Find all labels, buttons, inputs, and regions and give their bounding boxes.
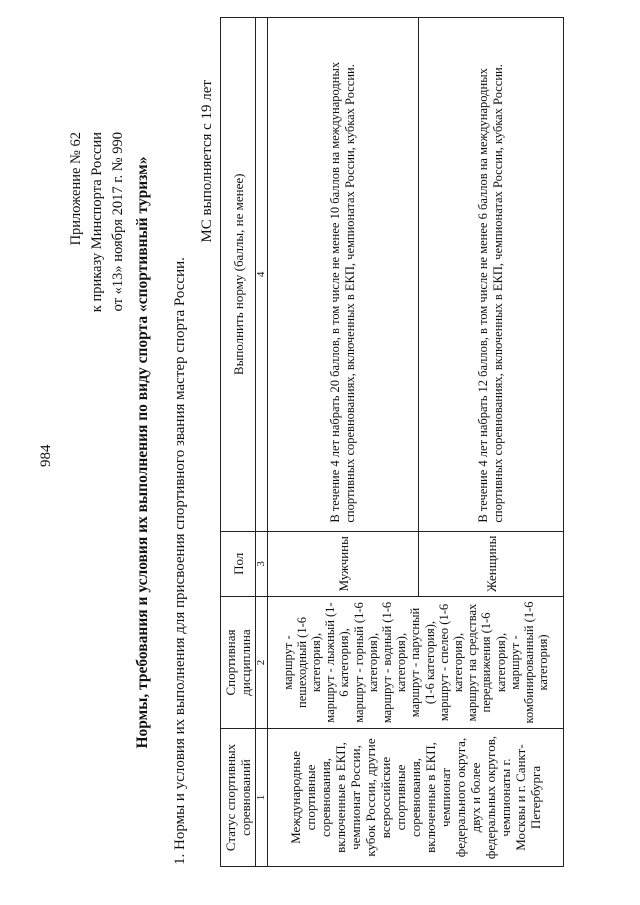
age-note: МС выполняется с 19 лет — [199, 80, 215, 243]
discipline-item: маршрут - пешеходный (1-6 категория), — [280, 617, 323, 708]
sex-cell-women: Женщины — [419, 531, 564, 596]
norm-cell-women: В течение 4 лет набрать 12 баллов, в том числе не менее 6 баллов на международных спортивных соревнованиях, включенных в ЕКП, чемпионатах России, кубках России. — [419, 18, 564, 532]
discipline-item: маршрут - горный (1-6 категория), — [351, 602, 380, 723]
discipline-item: маршрут на средствах передвижения (1-6 категория), — [465, 603, 508, 722]
section-heading: 1. Нормы и условия их выполнения для присвоения спортивного звания мастер спорта России. — [172, 257, 188, 865]
header-status: Статус спортивных соревнований — [221, 729, 256, 867]
header-sex: Пол — [221, 531, 256, 596]
appendix-block — [66, 132, 129, 312]
page-number: 984 — [38, 444, 54, 467]
col-number: 3 — [256, 531, 268, 596]
discipline-item: маршрут - лыжный (1-6 категория), — [323, 602, 352, 723]
discipline-item: маршрут - спелео (1-6 категория), — [436, 603, 465, 722]
header-norm: Выполнить норму (баллы, не менее) — [221, 18, 256, 532]
col-number: 1 — [256, 729, 268, 867]
appendix-line-3: от «13» ноября 2017 г. № 990 — [110, 132, 126, 312]
discipline-item: маршрут - парусный (1-6 категория), — [408, 607, 437, 718]
appendix-line-1: Приложение № 62 — [68, 132, 84, 246]
status-cell: Международные спортивные соревнования, включенные в ЕКП, чемпионат России, кубок России, другие всероссийские спортивные соревнования, включенные в ЕКП, чемпионат федерального округа, двух и более федеральных округов, чемпионаты г. Москвы и г. Санкт-Петербурга — [268, 729, 564, 867]
document-title: Нормы, требования и условия их выполнения по виду спорта «спортивный туризм» — [134, 156, 151, 749]
header-discipline: Спортивная дисциплина — [221, 597, 256, 729]
norm-cell-men: В течение 4 лет набрать 20 баллов, в том числе не менее 10 баллов на международных спортивных соревнованиях, включенных в ЕКП, чемпионатах России, кубках России. — [268, 18, 419, 532]
discipline-item: маршрут - комбинированный (1-6 категория) — [507, 601, 551, 724]
table-row — [268, 18, 419, 867]
norms-table — [220, 17, 564, 867]
appendix-line-2: к приказу Минспорта России — [89, 132, 105, 313]
discipline-item: маршрут - водный (1-6 категория), — [379, 601, 409, 724]
table-header-row — [221, 18, 256, 867]
col-number: 4 — [256, 18, 268, 532]
sex-cell-men: Мужчины — [268, 531, 419, 596]
discipline-cell — [268, 597, 564, 729]
col-number: 2 — [256, 597, 268, 729]
column-number-row — [256, 18, 268, 867]
